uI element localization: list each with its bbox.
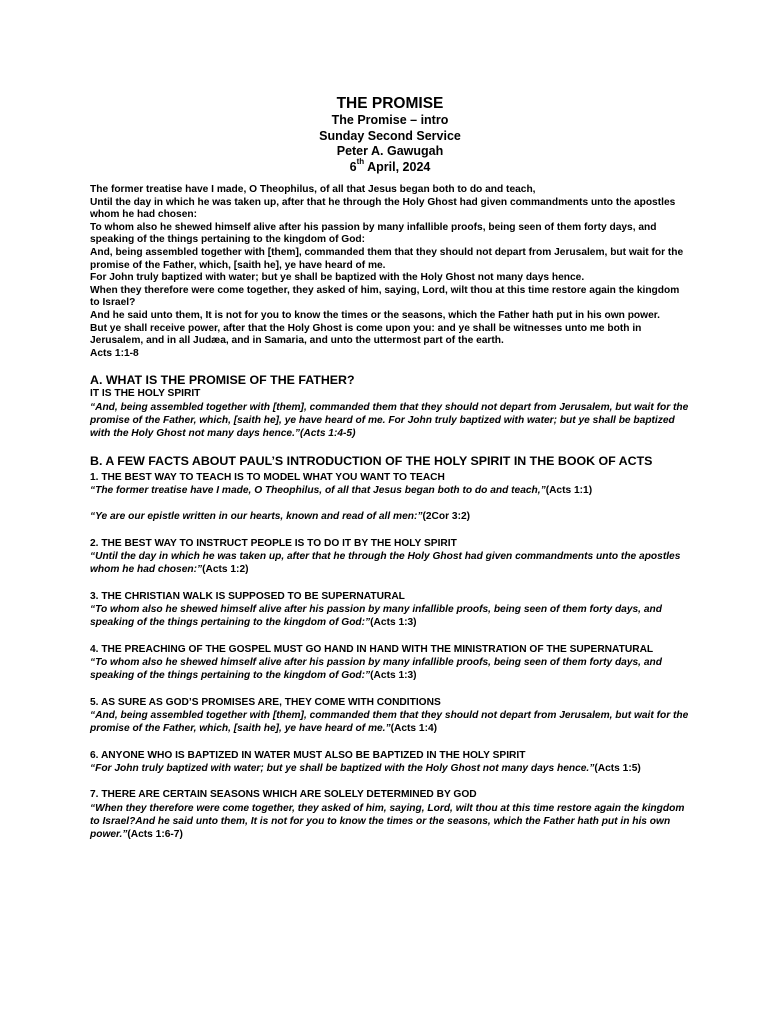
section-b-heading: B. A FEW FACTS ABOUT PAUL’S INTRODUCTION OF THE HOLY SPIRIT IN THE BOOK OF ACTS — [90, 453, 653, 468]
scripture-line: And he said unto them, It is not for you to know the times or the seasons, which the Father hath put in his own power. — [90, 309, 660, 321]
scripture-line: But ye shall receive power, after that the Holy Ghost is come upon you: and ye shall be witnesses unto me both in Jerusalem, and in all Judæa, and in Samaria, and unto the uttermost part of the earth. — [90, 322, 642, 347]
point-2 — [90, 538, 690, 577]
section-a — [90, 373, 690, 440]
scripture-line: When they therefore were come together, they asked of him, saying, Lord, wilt thou at this time restore again the kingdom to Israel? — [90, 284, 680, 309]
quote-reference: (Acts 1:5) — [594, 763, 641, 775]
quote-reference: (Acts 1:1) — [545, 485, 593, 497]
quote-text: “Until the day in which he was taken up, after that he through the Holy Ghost had given commandments unto the apostles whom he had chosen:” — [90, 551, 681, 576]
quote-text: “To whom also he shewed himself alive after his passion by many infallible proofs, being seen of them forty days, and speaking of the things pertaining to the kingdom of God:” — [90, 604, 662, 629]
point-quote — [90, 484, 690, 497]
point-title: 4. THE PREACHING OF THE GOSPEL MUST GO HAND IN HAND WITH THE MINISTRATION OF THE SUPERNATURAL — [90, 643, 654, 655]
section-a-quote — [90, 401, 690, 441]
quote-reference: (2Cor 3:2) — [422, 511, 471, 523]
quote-reference: (Acts 1:2) — [202, 564, 249, 576]
point-4 — [90, 644, 690, 683]
quote-text: “Ye are our epistle written in our hearts, known and read of all men:” — [90, 511, 423, 523]
quote-text: “And, being assembled together with [them], commanded them that they should not depart from Jerusalem, but wait for the promise of the Father, which, [saith he], ye have heard of me. For John truly baptized with water; but ye shall be baptized with the Holy Ghost not many days hence.”(Acts 1:4-5) — [90, 401, 689, 440]
document-subtitle: The Promise – intro — [331, 113, 449, 127]
section-a-heading: A. WHAT IS THE PROMISE OF THE FATHER? — [90, 373, 355, 388]
point-5 — [90, 697, 690, 736]
quote-text: “And, being assembled together with [them], commanded them that they should not depart from Jerusalem, but wait for the promise of the Father, which, [saith he], ye have heard of me.” — [90, 710, 689, 735]
scripture-reference: Acts 1:1-8 — [90, 347, 139, 359]
point-quote — [90, 709, 690, 736]
point-title: 7. THERE ARE CERTAIN SEASONS WHICH ARE SOLELY DETERMINED BY GOD — [90, 789, 477, 801]
date-rest: April, 2024 — [364, 159, 431, 174]
quote-text: “When they therefore were come together, they asked of him, saying, Lord, wilt thou at this time restore again the kingdom to Israel?And he said unto them, It is not for you to know the times or the seasons, which the Father hath put in his own power.” — [90, 802, 685, 841]
point-title: 6. ANYONE WHO IS BAPTIZED IN WATER MUST ALSO BE BAPTIZED IN THE HOLY SPIRIT — [90, 749, 526, 761]
scripture-passage — [90, 184, 690, 360]
point-3 — [90, 591, 690, 630]
point-quote — [90, 802, 690, 842]
service-name: Sunday Second Service — [319, 128, 461, 143]
quote-reference: (Acts 1:3) — [370, 670, 417, 682]
point-quote — [90, 656, 690, 683]
point-1 — [90, 472, 690, 524]
quote-reference: (Acts 1:4) — [390, 723, 438, 735]
point-quote — [90, 762, 690, 775]
document-page — [90, 94, 690, 842]
point-title: 5. AS SURE AS GOD’S PROMISES ARE, THEY COME WITH CONDITIONS — [90, 696, 441, 708]
quote-text: “The former treatise have I made, O Theophilus, of all that Jesus began both to do and teach,” — [90, 485, 546, 497]
document-header — [90, 94, 690, 175]
point-title: 1. THE BEST WAY TO TEACH IS TO MODEL WHAT YOU WANT TO TEACH — [90, 471, 445, 483]
quote-text: “To whom also he shewed himself alive after his passion by many infallible proofs, being seen of them forty days, and speaking of the things pertaining to the kingdom of God:” — [90, 657, 662, 682]
quote-text: “For John truly baptized with water; but ye shall be baptized with the Holy Ghost not many days hence.” — [90, 763, 595, 775]
scripture-line: The former treatise have I made, O Theophilus, of all that Jesus began both to do and teach, — [90, 184, 536, 195]
service-date — [90, 157, 690, 176]
point-title: 3. THE CHRISTIAN WALK IS SUPPOSED TO BE SUPERNATURAL — [90, 590, 405, 602]
date-day: 6 — [349, 159, 357, 174]
point-7 — [90, 789, 690, 841]
section-b — [90, 454, 690, 842]
point-title: 2. THE BEST WAY TO INSTRUCT PEOPLE IS TO DO IT BY THE HOLY SPIRIT — [90, 537, 457, 549]
scripture-line: For John truly baptized with water; but ye shall be baptized with the Holy Ghost not many days hence. — [90, 272, 585, 284]
point-quote — [90, 550, 690, 577]
scripture-line: To whom also he shewed himself alive after his passion by many infallible proofs, being seen of them forty days, and speaking of the things pertaining to the kingdom of God: — [90, 221, 657, 246]
point-6 — [90, 750, 690, 776]
document-title: THE PROMISE — [336, 95, 444, 112]
point-extra-quote — [90, 510, 690, 523]
author-name: Peter A. Gawugah — [336, 144, 444, 158]
date-suffix: th — [356, 157, 365, 167]
quote-reference: (Acts 1:3) — [370, 617, 417, 629]
point-quote — [90, 603, 690, 630]
quote-reference: (Acts 1:6-7) — [127, 829, 183, 841]
section-a-answer: IT IS THE HOLY SPIRIT — [90, 388, 201, 400]
scripture-line: And, being assembled together with [them], commanded them that they should not depart from Jerusalem, but wait for the promise of the Father, which, [saith he], ye have heard of me. — [90, 246, 684, 271]
scripture-line: Until the day in which he was taken up, after that he through the Holy Ghost had given commandments unto the apostles whom he had chosen: — [90, 196, 676, 221]
